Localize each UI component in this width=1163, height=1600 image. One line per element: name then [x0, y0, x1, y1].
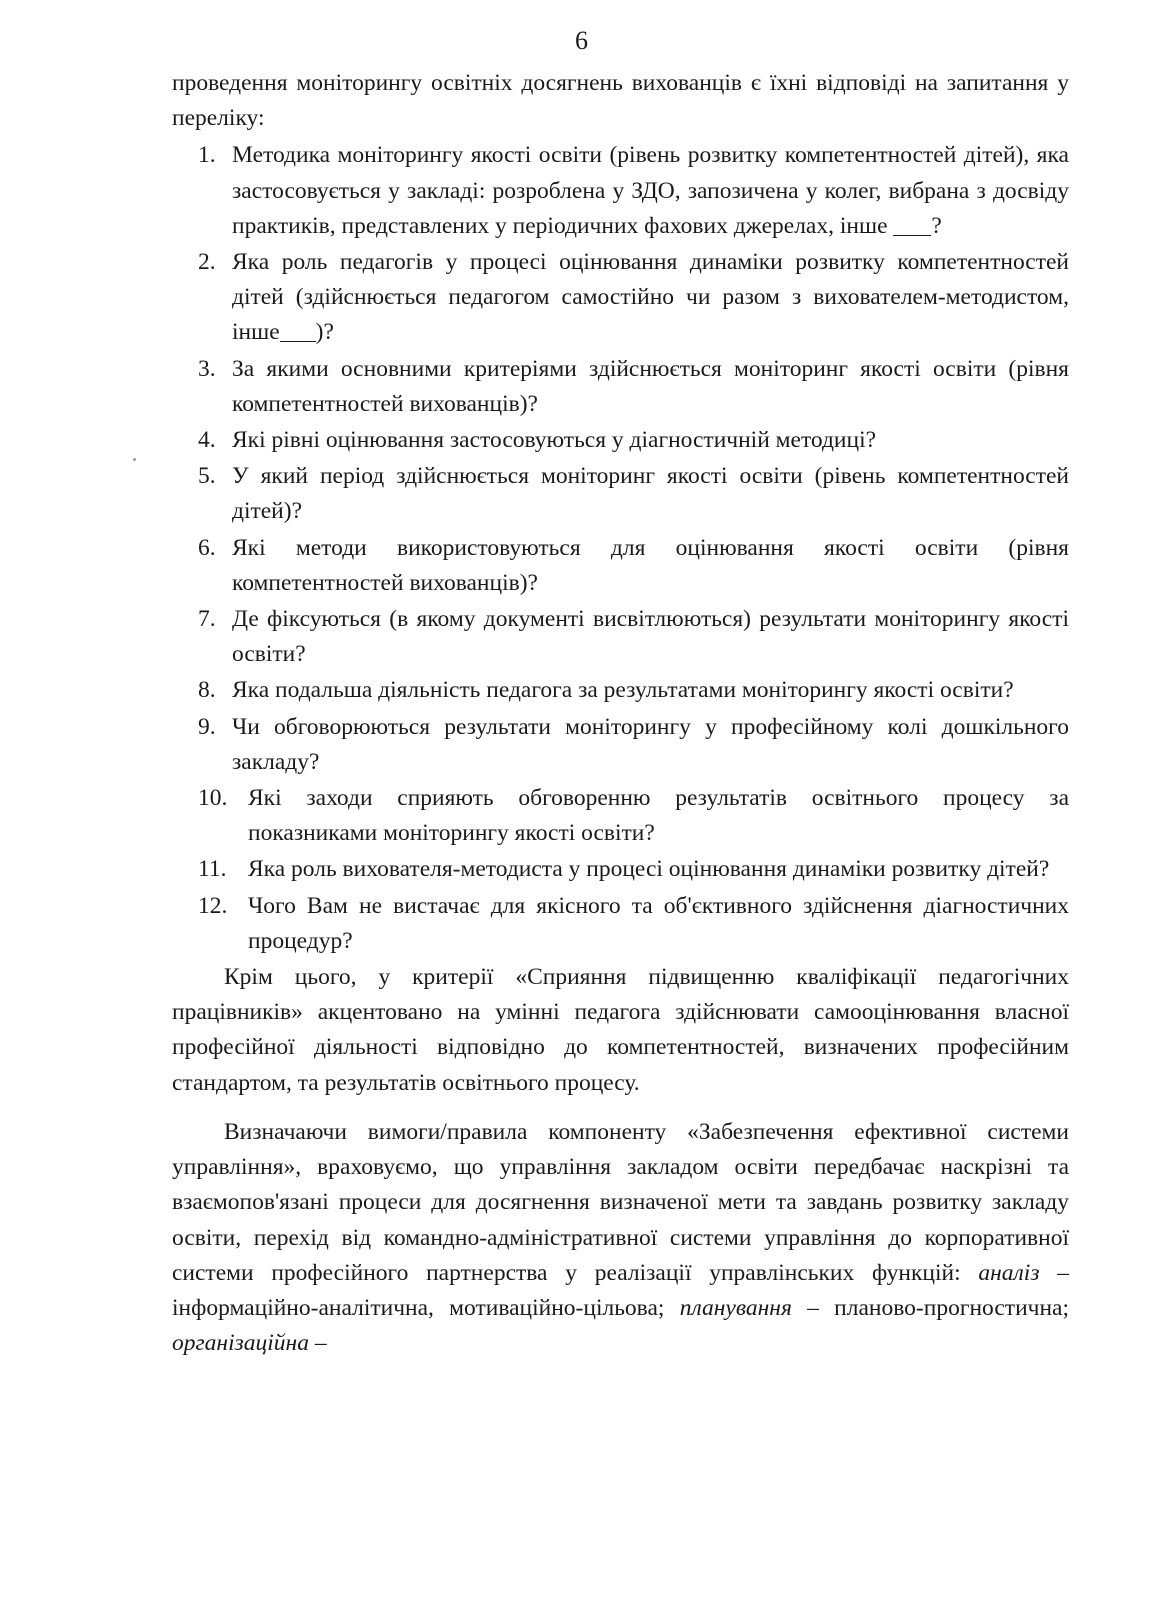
question-item [172, 245, 1069, 351]
function-desc-organizational: – [314, 1330, 327, 1357]
question-number: 8. [198, 677, 216, 704]
paragraph-management-system [172, 1115, 1069, 1361]
question-item [172, 459, 1069, 529]
intro-paragraph: проведення моніторингу освітніх досягнень вихованців є їхні відповіді на запитання у переліку: [172, 70, 1069, 132]
question-text: Які методи використовуються для оцінювання якості освіти (рівня компетентностей вихованців)? [232, 534, 1069, 596]
question-item [172, 531, 1069, 601]
question-item [172, 423, 1069, 458]
question-text-part: Яка роль педагогів у процесі оцінювання динаміки розвитку компетентностей дітей (здійснюється педагогом самостійно чи разом з вихователем-методистом, інше [232, 249, 1069, 346]
answer-blank [280, 318, 316, 343]
question-text-end: ? [931, 212, 942, 239]
question-item [172, 889, 1069, 959]
question-text [232, 138, 1069, 244]
paragraph-professional-development: Крім цього, у критерії «Сприяння підвищенню кваліфікації педагогічних працівників» акцентовано на умінні педагога здійснювати самооцінювання власної професійної діяльності відповідно до компетентностей, визначених професійним стандартом, та результатів освітнього процесу. [172, 964, 1069, 1096]
question-number: 9. [198, 713, 216, 740]
question-text: Де фіксуються (в якому документі висвітлюються) результати моніторингу якості освіти? [232, 606, 1069, 668]
page-content [172, 66, 1069, 1361]
question-number: 3. [198, 355, 216, 382]
question-item [172, 138, 1069, 244]
function-term-organizational: організаційна [172, 1330, 309, 1357]
question-number: 1. [198, 142, 216, 169]
question-item [172, 352, 1069, 422]
question-text: Чого Вам не вистачає для якісного та об'єктивного здійснення діагностичних процедур? [248, 892, 1069, 954]
question-number: 6. [198, 534, 216, 561]
question-number: 11. [198, 856, 227, 883]
question-text: Яка подальша діяльність педагога за результатами моніторингу якості освіти? [232, 677, 1014, 704]
question-text [232, 245, 1069, 351]
question-number: 5. [198, 463, 216, 490]
question-text-part: Методика моніторингу якості освіти (рівень розвитку компетентностей дітей), яка застосовується у закладі: розроблена у ЗДО, запозичена у колег, вибрана з досвіду практиків, представлених у періодичних фахових джерелах, інше [232, 142, 1069, 239]
question-item [172, 852, 1069, 887]
question-number: 10. [198, 785, 228, 812]
management-paragraph-text: Визначаючи вимоги/правила компоненту «Забезпечення ефективної системи управління», враховуємо, що управління закладом освіти передбачає наскрізні та взаємопов'язані процеси для досягнення визначеної мети та завдань розвитку закладу освіти, перехід від командно-адміністративної системи управління до корпоративної системи професійного партнерства у реалізації управлінських функцій: [172, 1118, 1069, 1286]
question-item [172, 781, 1069, 851]
scan-speck [133, 458, 136, 461]
question-number: 4. [198, 427, 216, 454]
question-text: Чи обговорюються результати моніторингу у професійному колі дошкільного закладу? [232, 713, 1069, 775]
question-item [172, 602, 1069, 672]
question-number: 12. [198, 892, 228, 919]
question-number: 7. [198, 606, 216, 633]
function-desc-analysis: – інформаційно-аналітична, мотиваційно-цільова; [172, 1259, 1070, 1321]
questions-list [172, 138, 1069, 959]
question-item [172, 710, 1069, 780]
question-text-end: )? [315, 319, 334, 346]
function-term-analysis: аналіз [978, 1259, 1040, 1286]
question-text: Які рівні оцінювання застосовуються у діагностичній методиці? [232, 427, 877, 454]
function-term-planning: планування [679, 1294, 792, 1321]
question-number: 2. [198, 249, 216, 276]
function-desc-planning: – планово-прогностична; [807, 1294, 1070, 1321]
question-text: У який період здійснюється моніторинг якості освіти (рівень компетентностей дітей)? [232, 463, 1069, 525]
question-text: Які заходи сприяють обговоренню результатів освітнього процесу за показниками моніторингу якості освіти? [248, 785, 1069, 847]
question-item [172, 673, 1069, 708]
question-text: За якими основними критеріями здійснюється моніторинг якості освіти (рівня компетентностей вихованців)? [232, 355, 1069, 417]
question-text: Яка роль вихователя-методиста у процесі оцінювання динаміки розвитку дітей? [248, 856, 1050, 883]
answer-blank [893, 211, 931, 236]
page-number: 6 [575, 26, 588, 55]
